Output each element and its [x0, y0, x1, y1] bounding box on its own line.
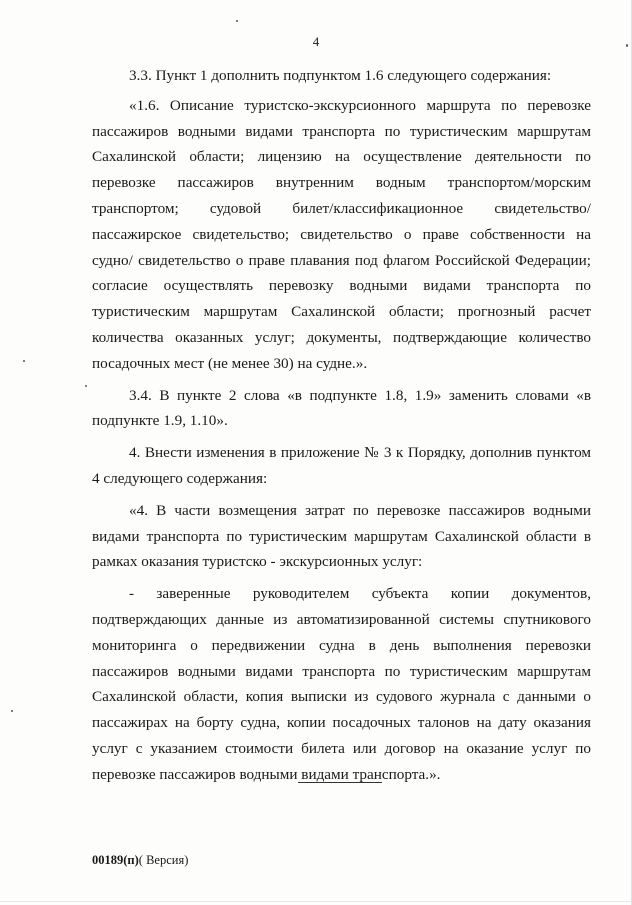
footer-code-number: 00189(п)	[92, 853, 139, 867]
document-body	[92, 63, 591, 794]
scan-speck	[85, 385, 87, 387]
page-number: 4	[312, 34, 320, 49]
scan-speck	[626, 44, 628, 47]
paragraph-4-text: «4. В части возмещения затрат по перевозке пассажиров водными видами транспорта по туристическим маршрутам Сахалинской области в рамках оказания туристско - экскурсионных услуг:	[92, 501, 591, 571]
paragraph-list-item: - заверенные руководителем субъекта копии документов, подтверждающих данные из автоматизированной системы спутникового мониторинга о передвижении судна в день выполнения перевозки пассажиров водными видами транспорта по туристическим маршрутам Сахалинской области, копия выписки из судового журнала с данными о пассажирах на борту судна, копии посадочных талонов на дату оказания услуг с указанием стоимости билета или договор на оказание услуг по перевозке пассажиров водными видами транспорта.».	[92, 585, 591, 783]
scan-speck	[23, 360, 25, 362]
scan-bottom-edge	[0, 901, 632, 902]
footer-code-version: ( Версия)	[138, 853, 189, 867]
scan-speck	[236, 20, 238, 22]
paragraph-4-amend: 4. Внести изменения в приложение № 3 к Порядку, дополнив пунктом 4 следующего содержания:	[92, 444, 591, 487]
paragraph-3-4: 3.4. В пункте 2 слова «в подпункте 1.8, 1.9» заменить словами «в подпункте 1.9, 1.10».	[92, 386, 591, 430]
end-divider-line	[298, 782, 382, 783]
paragraph-3-3: 3.3. Пункт 1 дополнить подпунктом 1.6 следующего содержания:	[129, 67, 552, 84]
scan-speck	[11, 710, 13, 712]
paragraph-1-6: «1.6. Описание туристско-экскурсионного маршрута по перевозке пассажиров водными видами транспорта по туристическим маршрутам Сахалинской области; лицензию на осуществление деятельности по перевозке пассажиров внутренним водным транспортом/морским транспортом; судовой билет/классификационное свидетельство/пассажирское свидетельство; свидетельство о праве собственности на судно/ свидетельство о праве плавания под флагом Российской Федерации; согласие осуществлять перевозку водными видами транспорта по туристическим маршрутам Сахалинской области; прогнозный расчет количества оказанных услуг; документы, подтверждающие количество посадочных мест (не менее 30) на судне.».	[92, 96, 591, 372]
document-footer-code	[92, 853, 188, 868]
